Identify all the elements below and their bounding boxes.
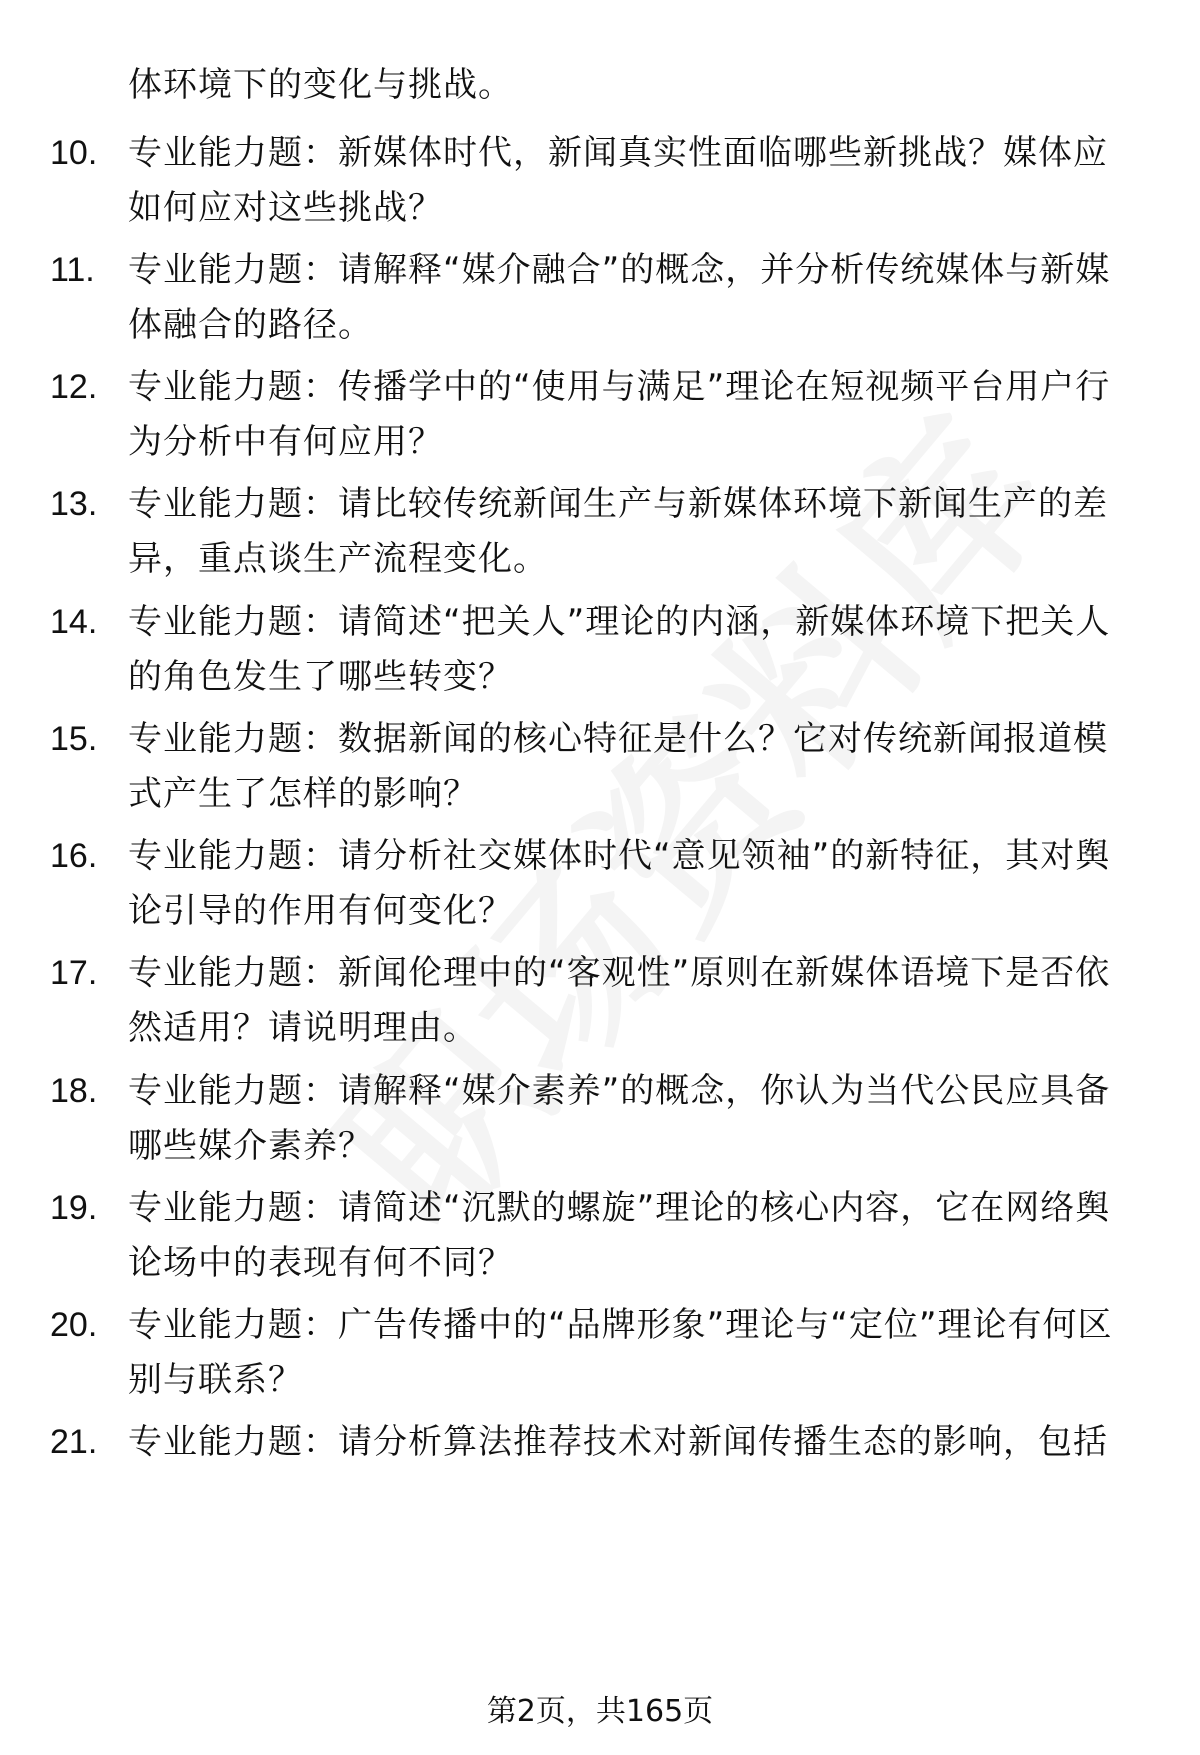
question-text: 专业能力题：请分析算法推荐技术对新闻传播生态的影响，包括 [128, 1422, 1108, 1462]
continuation-text: 体环境下的变化与挑战。 [128, 65, 513, 105]
question-text: 专业能力题：请简述“沉默的螺旋”理论的核心内容，它在网络舆论场中的表现有何不同？ [128, 1188, 1111, 1283]
question-text: 专业能力题：新闻伦理中的“客观性”原则在新媒体语境下是否依然适用？请说明理由。 [128, 953, 1111, 1048]
question-text: 专业能力题：请解释“媒介融合”的概念，并分析传统媒体与新媒体融合的路径。 [128, 250, 1111, 345]
question-text: 专业能力题：广告传播中的“品牌形象”理论与“定位”理论有何区别与联系？ [128, 1305, 1113, 1400]
question-item [0, 477, 1200, 597]
question-number: 12. [50, 368, 98, 406]
page-footer: 第2页，共165页 [486, 1694, 714, 1729]
question-text: 专业能力题：新媒体时代，新闻真实性面临哪些新挑战？媒体应如何应对这些挑战？ [128, 133, 1108, 228]
question-number: 19. [50, 1189, 98, 1227]
question-item [0, 595, 1200, 715]
question-text: 专业能力题：传播学中的“使用与满足”理论在短视频平台用户行为分析中有何应用？ [128, 367, 1111, 462]
question-item [0, 1181, 1200, 1301]
question-number: 14. [50, 603, 98, 641]
question-number: 10. [50, 134, 98, 172]
question-item [0, 829, 1200, 949]
question-item [0, 712, 1200, 832]
question-item [0, 1298, 1200, 1418]
question-number: 18. [50, 1072, 98, 1110]
question-item [0, 1064, 1200, 1184]
question-text: 专业能力题：数据新闻的核心特征是什么？它对传统新闻报道模式产生了怎样的影响？ [128, 719, 1108, 814]
question-number: 13. [50, 485, 98, 523]
question-number: 15. [50, 720, 98, 758]
question-text: 专业能力题：请解释“媒介素养”的概念，你认为当代公民应具备哪些媒介素养？ [128, 1071, 1111, 1166]
question-text: 专业能力题：请比较传统新闻生产与新媒体环境下新闻生产的差异，重点谈生产流程变化。 [128, 484, 1108, 579]
question-item [0, 946, 1200, 1066]
question-item [0, 243, 1200, 363]
question-number: 11. [50, 251, 95, 289]
question-item [0, 360, 1200, 480]
question-text: 专业能力题：请简述“把关人”理论的内涵，新媒体环境下把关人的角色发生了哪些转变？ [128, 602, 1111, 697]
question-number: 21. [50, 1423, 98, 1461]
question-number: 16. [50, 837, 98, 875]
question-item [0, 126, 1200, 246]
question-number: 20. [50, 1306, 98, 1344]
question-text: 专业能力题：请分析社交媒体时代“意见领袖”的新特征，其对舆论引导的作用有何变化？ [128, 836, 1111, 931]
question-number: 17. [50, 954, 98, 992]
question-item [0, 1415, 1200, 1475]
